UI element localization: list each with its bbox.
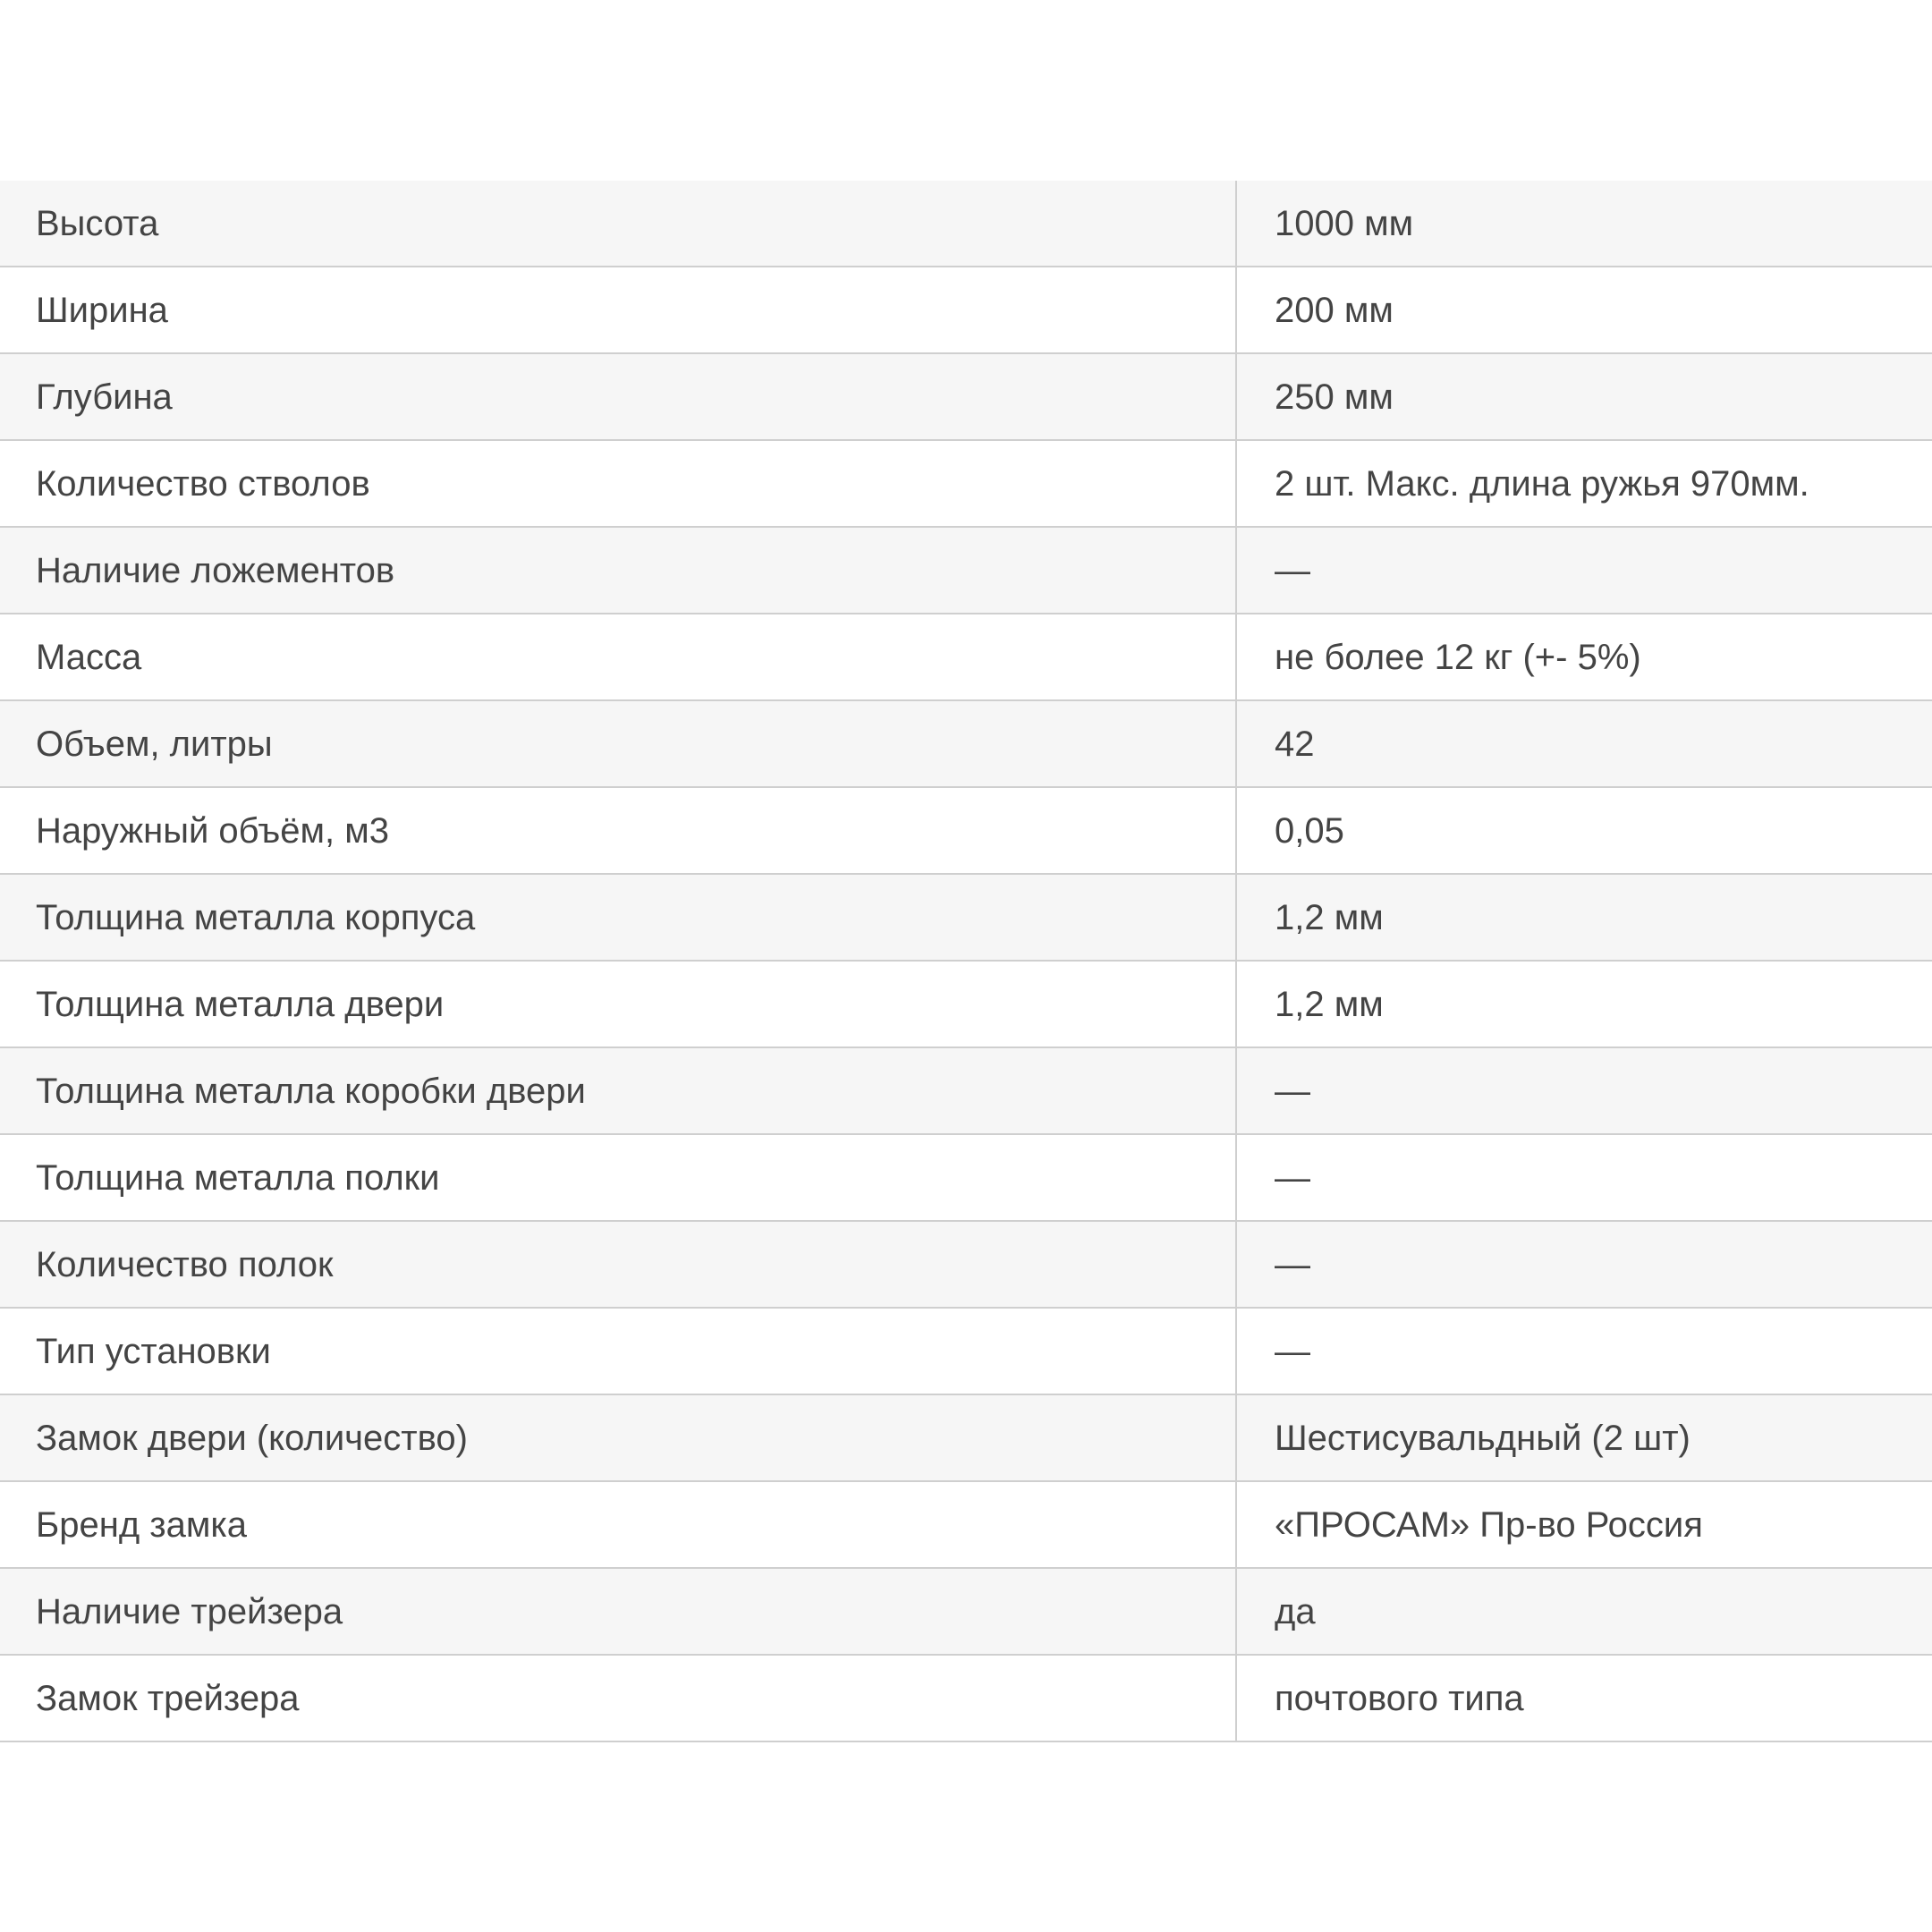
spec-value: 42 — [1275, 724, 1315, 764]
spec-label: Ширина — [0, 267, 1237, 352]
table-row — [0, 1220, 1932, 1307]
spec-value: — — [1275, 1244, 1310, 1284]
spec-value: 1,2 мм — [1275, 897, 1384, 937]
spec-label: Наличие трейзера — [0, 1569, 1237, 1654]
spec-value: 2 шт. Макс. длина ружья 970мм. — [1275, 463, 1809, 504]
table-row — [0, 266, 1932, 352]
table-row — [0, 1133, 1932, 1220]
spec-label: Замок двери (количество) — [0, 1395, 1237, 1480]
table-row — [0, 613, 1932, 699]
spec-value: не более 12 кг (+- 5%) — [1275, 637, 1641, 677]
spec-label: Объем, литры — [0, 701, 1237, 786]
spec-value: 0,05 — [1275, 810, 1344, 851]
spec-label: Тип установки — [0, 1309, 1237, 1394]
table-row — [0, 873, 1932, 960]
spec-label: Наружный объём, м3 — [0, 788, 1237, 873]
spec-value: 250 мм — [1275, 377, 1394, 417]
spec-value: да — [1275, 1591, 1316, 1631]
spec-value: — — [1275, 1071, 1310, 1111]
table-row — [0, 1394, 1932, 1480]
spec-value: 200 мм — [1275, 290, 1394, 330]
spec-label: Масса — [0, 614, 1237, 699]
spec-label: Наличие ложементов — [0, 528, 1237, 613]
spec-value: Шестисувальдный (2 шт) — [1275, 1418, 1690, 1458]
table-row — [0, 786, 1932, 873]
spec-label: Количество полок — [0, 1222, 1237, 1307]
table-row — [0, 1046, 1932, 1133]
table-row — [0, 960, 1932, 1046]
spec-value: — — [1275, 1157, 1310, 1198]
table-row — [0, 1307, 1932, 1394]
spec-label: Толщина металла корпуса — [0, 875, 1237, 960]
table-row — [0, 181, 1932, 266]
spec-label: Количество стволов — [0, 441, 1237, 526]
spec-value: — — [1275, 1331, 1310, 1371]
spec-label: Высота — [0, 181, 1237, 266]
spec-table — [0, 181, 1932, 1742]
table-row — [0, 699, 1932, 786]
spec-value: «ПРОСАМ» Пр-во Россия — [1275, 1504, 1703, 1545]
spec-label: Замок трейзера — [0, 1656, 1237, 1741]
table-row — [0, 526, 1932, 613]
spec-label: Толщина металла двери — [0, 962, 1237, 1046]
spec-label: Толщина металла полки — [0, 1135, 1237, 1220]
spec-value: 1,2 мм — [1275, 984, 1384, 1024]
spec-label: Толщина металла коробки двери — [0, 1048, 1237, 1133]
table-row — [0, 352, 1932, 439]
table-row — [0, 439, 1932, 526]
spec-label: Бренд замка — [0, 1482, 1237, 1567]
spec-value: почтового типа — [1275, 1678, 1524, 1718]
spec-value: 1000 мм — [1275, 203, 1414, 243]
table-row — [0, 1480, 1932, 1567]
table-row — [0, 1567, 1932, 1654]
spec-label: Глубина — [0, 354, 1237, 439]
spec-value: — — [1275, 550, 1310, 590]
table-row — [0, 1654, 1932, 1741]
